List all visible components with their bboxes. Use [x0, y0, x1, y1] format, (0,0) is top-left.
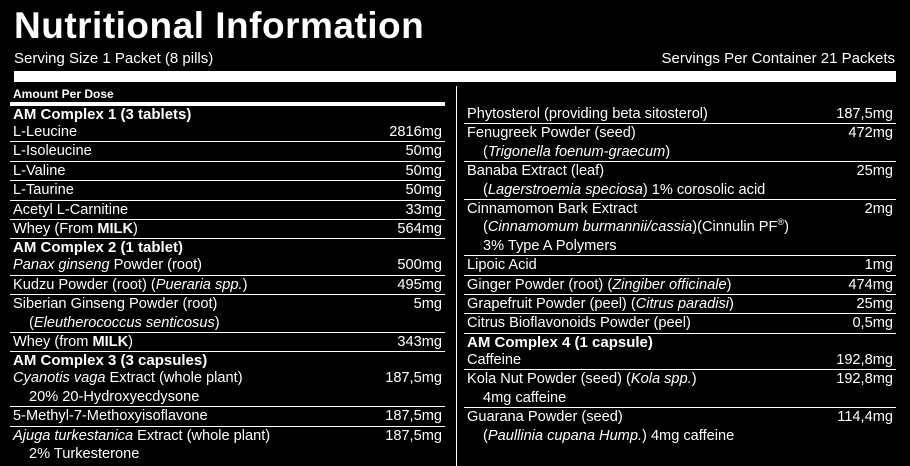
page-title: Nutritional Information — [14, 5, 425, 46]
group-heading: AM Complex 1 (3 tablets) — [13, 106, 192, 123]
serving-size: Serving Size 1 Packet (8 pills) — [14, 50, 214, 67]
nutrient-row: Grapefruit Powder (peel) (Citrus paradisi) 25mg — [464, 295, 896, 314]
nutrient-row: Siberian Ginseng Powder (root) (Eleutherococcus senticosus) 5mg — [10, 295, 445, 333]
nutrient-row: Guarana Powder (seed) (Paullinia cupana Hump.) 4mg caffeine 114,4mg — [467, 409, 893, 444]
nutrient-row: Citrus Bioflavonoids Powder (peel) 0,5mg — [464, 314, 896, 333]
nutrient-row: L-Leucine 2816mg — [10, 123, 445, 142]
nutrient-row: Banaba Extract (leaf) (Lagerstroemia speciosa) 1% corosolic acid 25mg — [464, 162, 896, 200]
nutrient-row: Kudzu Powder (root) (Pueraria spp.) 495mg — [10, 276, 445, 295]
nutrient-row: Whey (from MILK) 343mg — [10, 333, 445, 352]
column-divider — [456, 86, 457, 466]
nutrient-row: Ajuga turkestanica Extract (whole plant) 2% Turkesterone 187,5mg — [13, 427, 442, 463]
nutrient-row: Cyanotis vaga Extract (whole plant) 20% 20-Hydroxyecdysone 187,5mg — [10, 369, 445, 407]
group-heading: AM Complex 4 (1 capsule) — [467, 333, 653, 351]
nutrient-row: Acetyl L-Carnitine 33mg — [10, 201, 445, 220]
nutrient-row: 5-Methyl-7-Methoxyisoflavone 187,5mg — [10, 407, 445, 426]
nutrient-row: Fenugreek Powder (seed) (Trigonella foenum-graecum) 472mg — [464, 124, 896, 162]
nutrient-row: L-Isoleucine 50mg — [10, 142, 445, 161]
servings-per-container: Servings Per Container 21 Packets — [661, 50, 895, 67]
group-heading: AM Complex 2 (1 tablet) — [13, 239, 184, 257]
nutrient-row: Kola Nut Powder (seed) (Kola spp.) 4mg caffeine 192,8mg — [464, 370, 896, 408]
amount-header: Amount Per Dose — [10, 86, 445, 106]
nutrient-row: Ginger Powder (root) (Zingiber officinale) 474mg — [464, 276, 896, 295]
thick-divider — [14, 71, 896, 82]
nutrient-row: Lipoic Acid 1mg — [464, 256, 896, 275]
nutrient-row: Phytosterol (providing beta sitosterol) 187,5mg — [464, 105, 896, 124]
group-heading: AM Complex 3 (3 capsules) — [13, 352, 208, 370]
right-column — [464, 86, 896, 445]
nutrient-row: Whey (From MILK) 564mg — [10, 220, 445, 239]
nutrient-row: Caffeine 192,8mg — [464, 351, 896, 370]
nutrient-row: Cinnamomon Bark Extract (Cinnamomum burmannii/cassia)(Cinnulin PF®) 3% Type A Polymers 2mg — [464, 200, 896, 256]
nutrient-row: L-Valine 50mg — [10, 162, 445, 181]
nutrient-row: Panax ginseng Powder (root) 500mg — [10, 256, 445, 275]
left-column — [10, 86, 445, 464]
nutrient-row: L-Taurine 50mg — [10, 181, 445, 200]
